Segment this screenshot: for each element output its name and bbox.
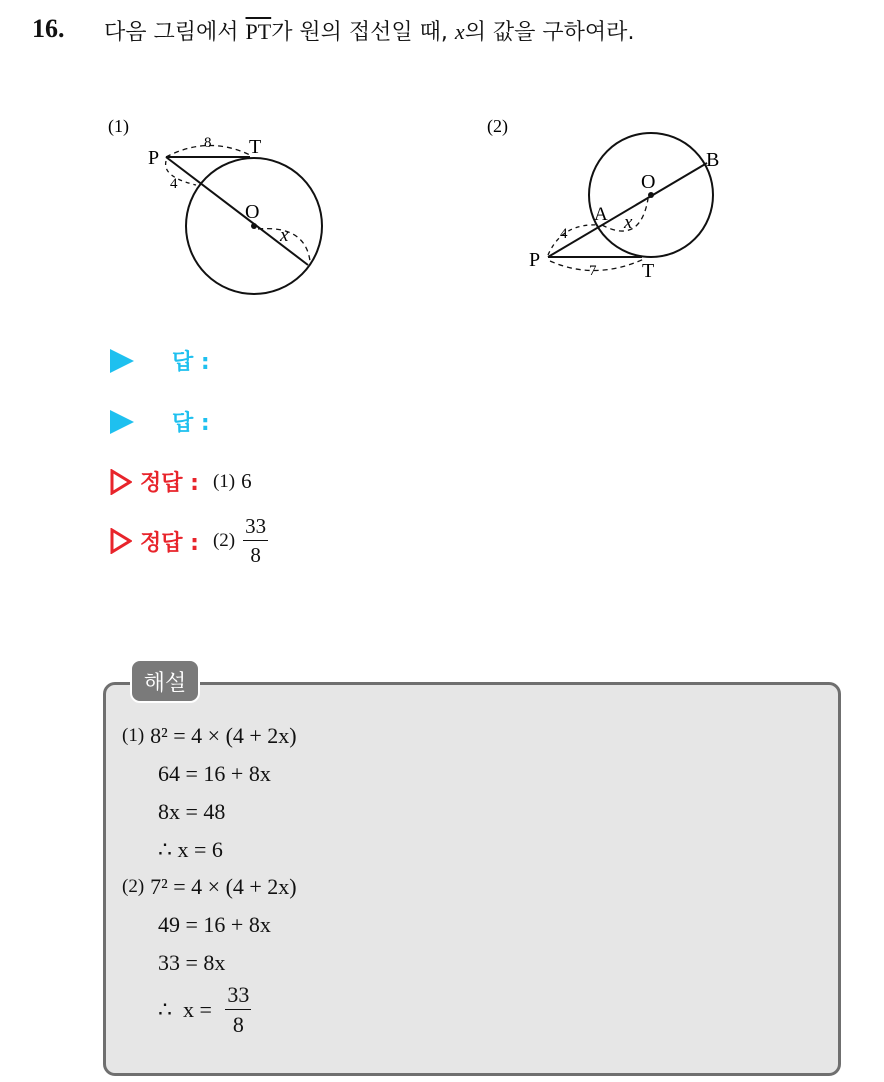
explanation-line bbox=[122, 874, 297, 900]
figure-2-point-t: T bbox=[642, 260, 655, 282]
correct-answer-label: 정답 : bbox=[140, 530, 199, 556]
part-mark: (1) bbox=[212, 470, 236, 492]
figure-2-point-a: A bbox=[594, 204, 608, 225]
question-text bbox=[104, 15, 634, 46]
answer-row-2 bbox=[110, 406, 210, 437]
figure-2-arc-pt bbox=[550, 259, 644, 271]
figure-1-label: (1) bbox=[108, 116, 129, 136]
fraction bbox=[225, 984, 251, 1036]
question-variable: x bbox=[454, 19, 465, 44]
figure-1-point-t: T bbox=[249, 136, 262, 158]
correct-answer-row-1 bbox=[110, 466, 252, 497]
question-text-mid: 가 원의 접선일 때, bbox=[271, 20, 455, 45]
fraction-numerator: 33 bbox=[243, 516, 268, 541]
expression: 64 = 16 + 8x bbox=[158, 761, 271, 786]
outline-triangle-icon bbox=[110, 469, 132, 495]
explanation-line bbox=[158, 912, 271, 938]
figure-2-svg bbox=[480, 105, 740, 305]
question-text-pre: 다음 그림에서 bbox=[104, 20, 246, 45]
figure-1-point-p: P bbox=[148, 147, 160, 169]
expression: 33 = 8x bbox=[158, 950, 226, 975]
answer-label: 답 : bbox=[172, 350, 210, 375]
expression: ∴ x = 6 bbox=[158, 837, 223, 862]
explanation-tab: 해설 bbox=[130, 659, 200, 703]
figure-2-label: (2) bbox=[487, 116, 508, 136]
figure-1-length-pa: 4 bbox=[170, 176, 178, 192]
figure-1-point-o: O bbox=[245, 201, 260, 223]
figure-2-arc-pa bbox=[548, 225, 598, 255]
figure-2-length-pa: 4 bbox=[560, 226, 568, 242]
figure-2-length-pt: 7 bbox=[589, 263, 597, 279]
correct-value: 6 bbox=[241, 469, 252, 493]
outline-triangle-icon bbox=[110, 528, 132, 554]
segment-pt: $\overline{PT}$ bbox=[245, 19, 272, 44]
question-number: 16. bbox=[32, 14, 65, 43]
explanation-line bbox=[158, 761, 271, 787]
answer-label: 답 : bbox=[172, 411, 210, 436]
part-mark: (2) bbox=[122, 876, 145, 897]
figure-1 bbox=[100, 105, 340, 309]
fraction bbox=[243, 516, 268, 566]
expression: 7² = 4 × (4 + 2x) bbox=[150, 874, 297, 899]
correct-answer-1 bbox=[213, 469, 252, 494]
expression: 8² = 4 × (4 + 2x) bbox=[150, 723, 297, 748]
figure-1-svg bbox=[100, 105, 340, 305]
explanation-line bbox=[122, 723, 297, 749]
part-mark: (1) bbox=[122, 725, 145, 746]
figure-2-secant bbox=[548, 163, 707, 257]
play-icon bbox=[110, 349, 134, 373]
correct-answer-row-2 bbox=[110, 516, 268, 566]
expression: 8x = 48 bbox=[158, 799, 226, 824]
answer-row-1 bbox=[110, 345, 210, 376]
part-mark: (2) bbox=[212, 530, 236, 551]
correct-answer-label: 정답 : bbox=[140, 471, 199, 496]
explanation-final-line bbox=[158, 984, 251, 1036]
expression: 49 = 16 + 8x bbox=[158, 912, 271, 937]
figure-2-point-b: B bbox=[706, 149, 720, 171]
fraction-denominator: 8 bbox=[250, 543, 261, 567]
figure-2-var-x: x bbox=[624, 212, 633, 233]
question-text-post: 의 값을 구하여라. bbox=[464, 20, 635, 45]
figure-2-point-o: O bbox=[641, 171, 656, 193]
expression: ∴ x = bbox=[158, 997, 218, 1022]
figure-1-center bbox=[251, 223, 257, 229]
explanation-line bbox=[158, 799, 225, 825]
explanation-line bbox=[158, 837, 223, 863]
correct-answer-2 bbox=[213, 516, 268, 566]
explanation-line bbox=[158, 950, 225, 976]
fraction-numerator: 33 bbox=[225, 984, 251, 1010]
figure-1-var-x: x bbox=[280, 225, 289, 246]
figure-1-length-pt: 8 bbox=[204, 135, 212, 151]
play-icon bbox=[110, 410, 134, 434]
fraction-denominator: 8 bbox=[232, 1012, 244, 1037]
figure-2-point-p: P bbox=[529, 249, 541, 271]
figure-2 bbox=[480, 105, 740, 309]
